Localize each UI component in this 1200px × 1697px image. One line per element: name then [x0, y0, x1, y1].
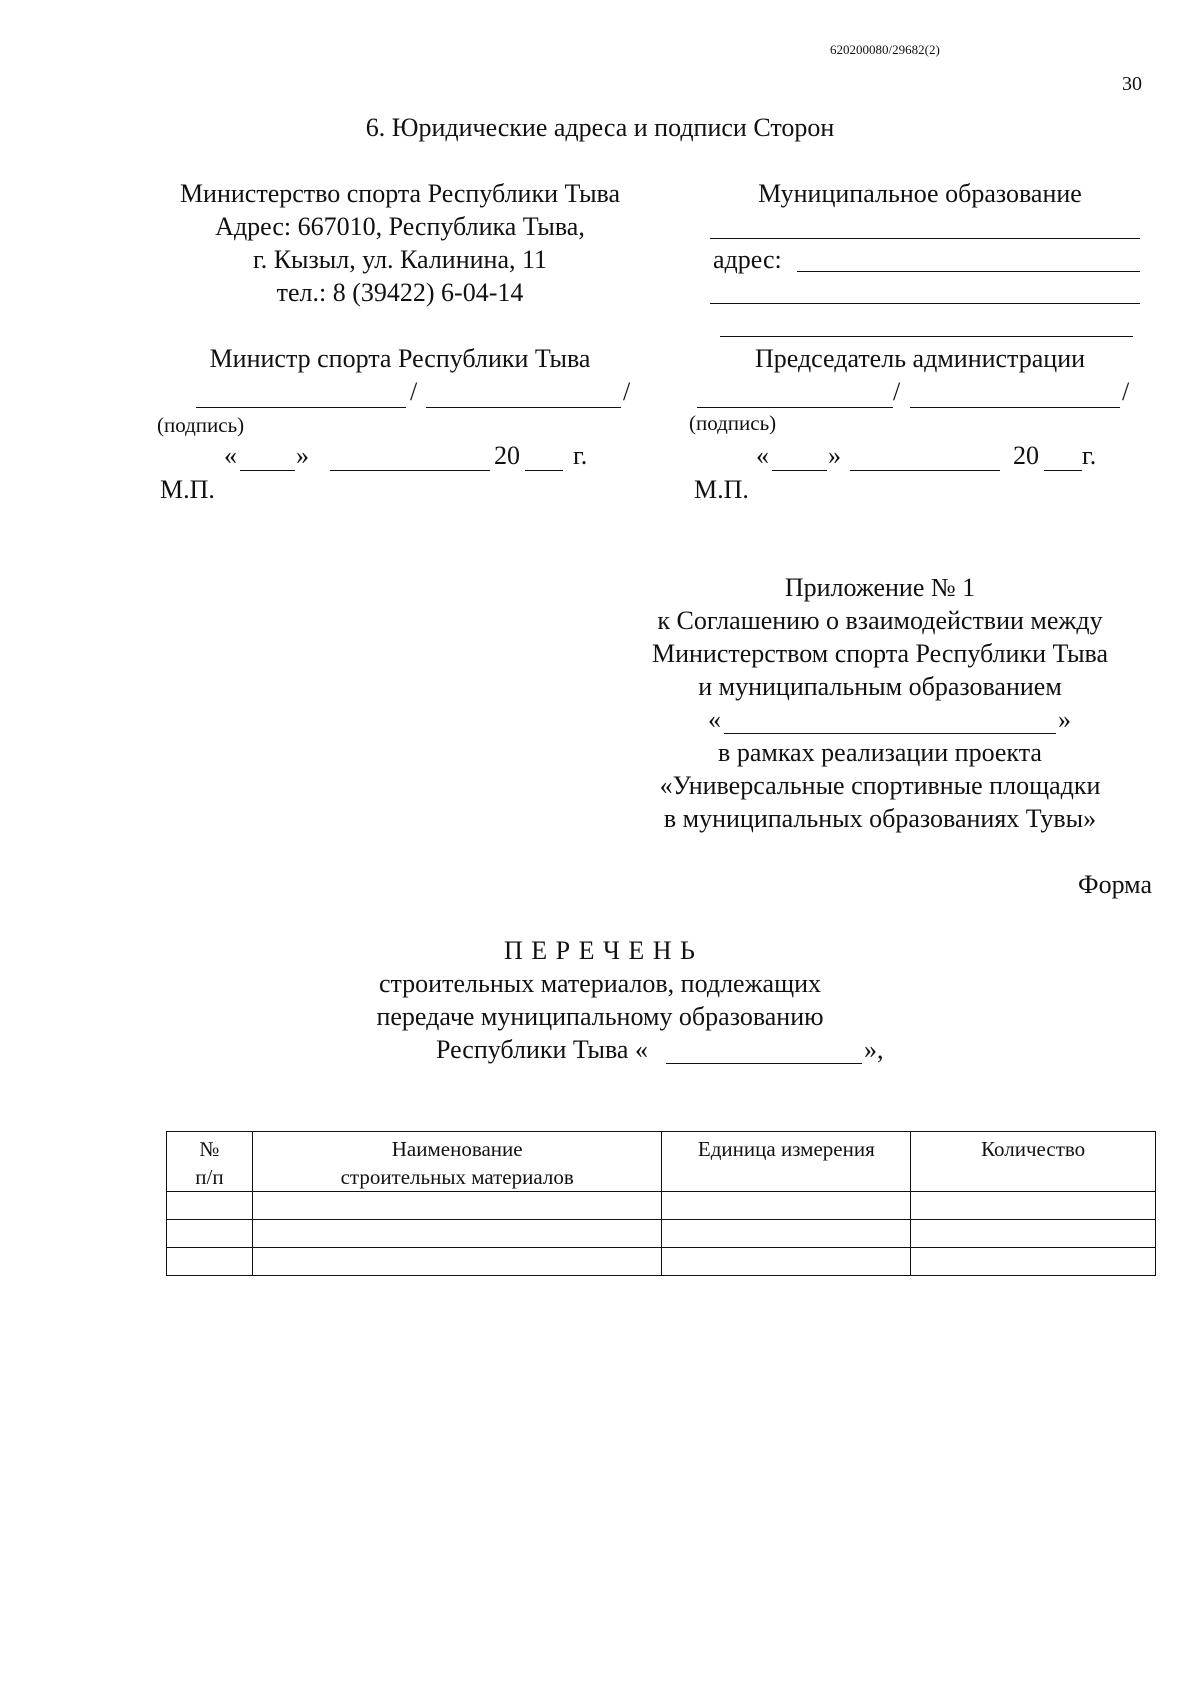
- left-date-g: г.: [573, 441, 588, 470]
- right-address-line-2: [710, 303, 1140, 304]
- table-row: [167, 1220, 1156, 1248]
- list-title-line-1: строительных материалов, подлежащих: [378, 969, 822, 998]
- form-label: Форма: [1078, 870, 1152, 899]
- left-day-line: [240, 470, 295, 471]
- header-number-line-1: №: [199, 1137, 220, 1161]
- appendix-line-6: в рамках реализации проекта: [718, 738, 1042, 767]
- right-day-line: [772, 470, 827, 471]
- table-row: [167, 1248, 1156, 1276]
- right-address-line-3: [720, 336, 1133, 337]
- left-party-phone: тел.: 8 (39422) 6-04-14: [276, 278, 524, 307]
- document-number: 620200080/29682(2): [830, 42, 940, 57]
- table-cell: [167, 1248, 253, 1276]
- left-year-line: [525, 470, 563, 471]
- page-number: 30: [1122, 73, 1142, 95]
- right-signature-hint: (подпись): [689, 411, 777, 435]
- table-cell: [252, 1220, 662, 1248]
- table-cell: [662, 1248, 911, 1276]
- list-title-line-2: передаче муниципальному образованию: [376, 1002, 824, 1031]
- left-month-line: [330, 470, 490, 471]
- right-stamp: М.П.: [694, 475, 749, 504]
- left-stamp: М.П.: [160, 475, 215, 504]
- right-signature-line: [697, 407, 893, 408]
- left-date-open: «: [224, 441, 237, 470]
- left-party-address-1: Адрес: 667010, Республика Тыва,: [215, 212, 585, 241]
- right-date-year: 20: [1013, 441, 1039, 470]
- table-cell: [662, 1192, 911, 1220]
- header-unit: Единица измерения: [662, 1132, 911, 1192]
- table-cell: [167, 1220, 253, 1248]
- appendix-line-2: к Соглашению о взаимодействии между: [657, 606, 1103, 635]
- left-party-name: Министерство спорта Республики Тыва: [179, 179, 621, 208]
- right-slash-1: /: [893, 377, 901, 406]
- left-party-address-2: г. Кызыл, ул. Калинина, 11: [252, 245, 548, 274]
- appendix-line-1: Приложение № 1: [784, 573, 976, 602]
- table-cell: [911, 1248, 1156, 1276]
- header-number-line-2: п/п: [195, 1165, 224, 1189]
- appendix-mo-line: [724, 733, 1056, 734]
- right-name-line-sign: [910, 407, 1120, 408]
- right-address-line-1: [797, 271, 1140, 272]
- list-title-suffix: »,: [864, 1035, 884, 1064]
- table-cell: [911, 1220, 1156, 1248]
- left-slash-2: /: [623, 377, 631, 406]
- left-signer-title: Министр спорта Республики Тыва: [209, 344, 591, 373]
- right-date-g: г.: [1082, 441, 1097, 470]
- appendix-line-8: в муниципальных образованиях Тувы»: [663, 804, 1097, 833]
- right-date-open: «: [756, 441, 769, 470]
- table-row: [167, 1192, 1156, 1220]
- right-date-close: »: [828, 441, 841, 470]
- table-cell: [167, 1192, 253, 1220]
- header-quantity: Количество: [911, 1132, 1156, 1192]
- header-name-line-2: строительных материалов: [340, 1165, 574, 1189]
- right-name-line: [710, 238, 1140, 239]
- header-name: [252, 1132, 662, 1192]
- right-month-line: [850, 470, 1000, 471]
- left-date-close: »: [296, 441, 309, 470]
- appendix-quote-open: «: [708, 705, 721, 734]
- left-name-line: [426, 407, 621, 408]
- materials-table: [166, 1131, 1156, 1276]
- left-slash-1: /: [410, 377, 418, 406]
- section-title: 6. Юридические адреса и подписи Сторон: [365, 113, 835, 142]
- left-signature-hint: (подпись): [157, 413, 245, 437]
- appendix-line-4: и муниципальным образованием: [698, 672, 1062, 701]
- table-cell: [911, 1192, 1156, 1220]
- table-cell: [662, 1220, 911, 1248]
- table-cell: [252, 1192, 662, 1220]
- list-heading: П Е Р Е Ч Е Н Ь: [504, 936, 696, 965]
- left-signature-line: [196, 407, 406, 408]
- list-title-prefix: Республики Тыва «: [436, 1035, 648, 1064]
- table-header-row: [167, 1132, 1156, 1192]
- right-signer-title: Председатель администрации: [754, 344, 1086, 373]
- right-year-line: [1044, 470, 1082, 471]
- list-title-mo-line: [666, 1063, 862, 1064]
- header-name-line-1: Наименование: [391, 1137, 523, 1161]
- right-slash-2: /: [1122, 377, 1130, 406]
- left-date-year: 20: [494, 441, 520, 470]
- header-number: [167, 1132, 253, 1192]
- right-party-name: Муниципальное образование: [758, 179, 1082, 208]
- appendix-line-3: Министерством спорта Республики Тыва: [651, 639, 1109, 668]
- appendix-quote-close: »: [1058, 705, 1071, 734]
- appendix-line-7: «Универсальные спортивные площадки: [659, 771, 1101, 800]
- right-address-label: адрес:: [713, 245, 782, 274]
- table-cell: [252, 1248, 662, 1276]
